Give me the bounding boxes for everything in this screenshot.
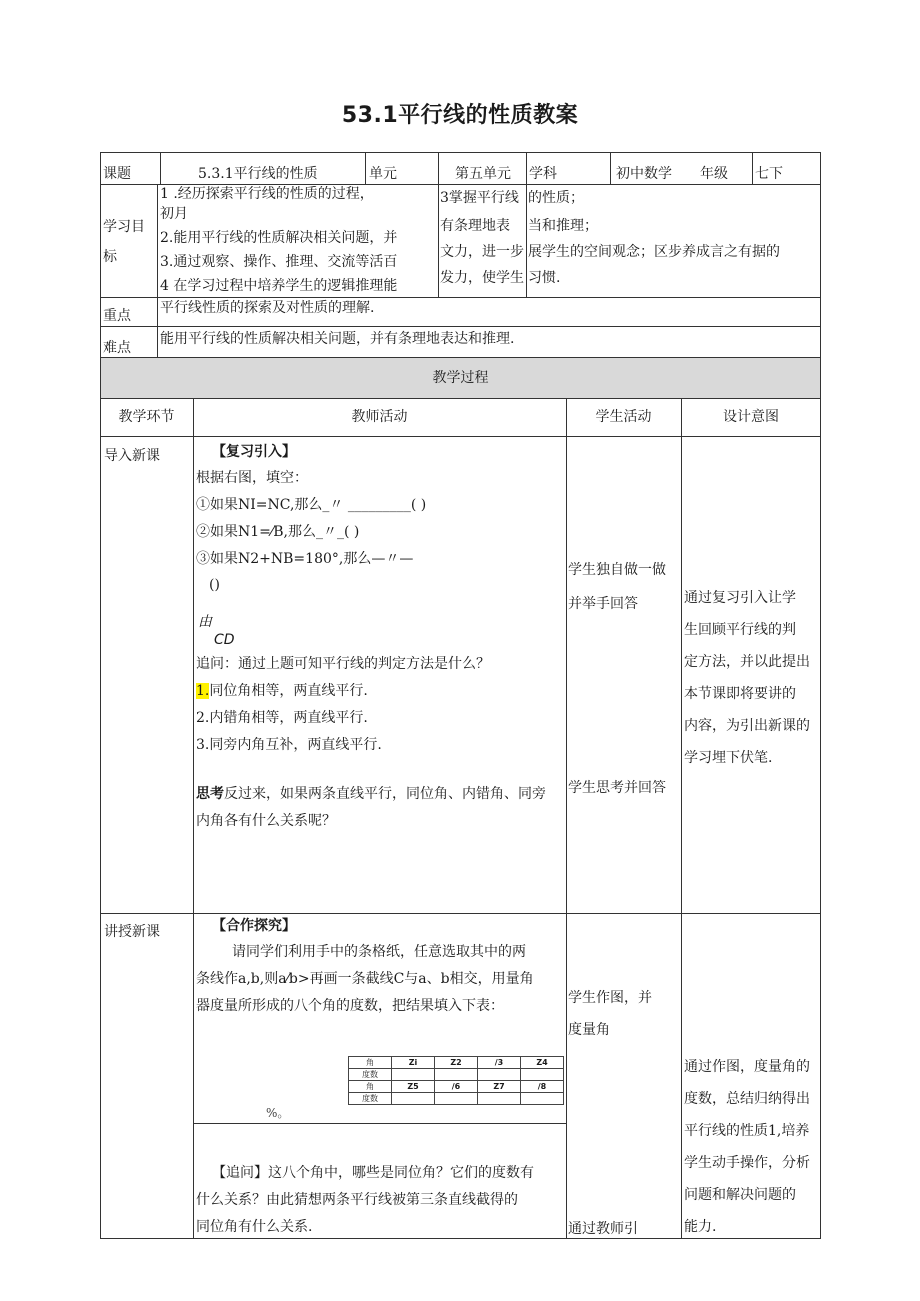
difficulty-text: 能用平行线的性质解决相关问题，并有条理地表达和推理. [160, 331, 515, 347]
col-header-design: 设计意图 [723, 409, 779, 425]
grade-value: 七下 [755, 166, 783, 182]
intro-think: 思考反过来，如果两条直线平行，同位角、内错角、同旁 [196, 786, 546, 802]
key-point-label: 重点 [103, 308, 131, 324]
explore-heading: 【合作探究】 [212, 918, 296, 934]
objective-line: 习惯. [528, 270, 561, 286]
table-cell: 度数 [349, 1093, 392, 1105]
explore-followup: 【追问】这八个角中，哪些是同位角？它们的度数有 [212, 1165, 534, 1181]
intro-design: 内容，为引出新课的 [684, 718, 810, 734]
objective-line: 3.通过观察、操作、推理、交流等活百 [160, 254, 398, 270]
stage-explore: 讲授新课 [104, 924, 160, 940]
section-header: 教学过程 [432, 370, 489, 386]
col-header-teacher: 教师活动 [351, 409, 408, 425]
table-cell: /3 [478, 1057, 521, 1069]
table-cell [435, 1093, 478, 1105]
explore-line: 请同学们利用手中的条格纸，任意选取其中的两 [232, 944, 526, 960]
explore-student-activity: 度量角 [568, 1022, 610, 1038]
table-cell [392, 1069, 435, 1081]
intro-line: ①如果NI=NC,那么_〃 _________( ) [196, 497, 427, 513]
subject-label: 学科 [529, 166, 557, 182]
col-header-student: 学生活动 [595, 409, 652, 425]
course-value: 5.3.1平行线的性质 [198, 166, 318, 182]
explore-followup: 同位角有什么关系. [196, 1219, 313, 1235]
intro-student-activity: 并举手回答 [568, 596, 638, 612]
objective-line: 3掌握平行线 [440, 190, 519, 206]
key-point-text: 平行线性质的探索及对性质的理解. [160, 300, 375, 316]
intro-line: 根据右图，填空： [196, 470, 308, 486]
grade-label: 年级 [700, 166, 728, 182]
objective-line: 1 .经历探索平行线的性质的过程， [160, 186, 374, 202]
objectives-label: 学习目 [103, 219, 145, 235]
intro-design: 通过复习引入让学 [684, 590, 796, 606]
table-cell: Z5 [392, 1081, 435, 1093]
objective-line: 有条理地表 [440, 218, 510, 234]
intro-student-activity: 学生独自做一做 [568, 562, 666, 578]
intro-answer: 2.内错角相等，两直线平行. [196, 710, 368, 726]
answer-number-highlight: 1. [196, 683, 210, 699]
intro-design: 本节课即将要讲的 [684, 686, 796, 702]
objective-line: 4 在学习过程中培养学生的逻辑推理能 [160, 278, 398, 294]
explore-design: 通过作图，度量角的 [684, 1059, 810, 1075]
table-cell: /6 [435, 1081, 478, 1093]
intro-line: ②如果N1=⁄B,那么_〃_( ) [196, 524, 360, 540]
table-cell: 角 [349, 1081, 392, 1093]
intro-line: () [209, 577, 220, 593]
intro-student-activity-2: 学生思考并回答 [568, 780, 666, 796]
explore-followup: 什么关系？由此猜想两条平行线被第三条直线截得的 [196, 1192, 518, 1208]
objectives-col2 [440, 190, 525, 296]
explore-student-activity-2: 通过教师引 [568, 1221, 638, 1237]
objective-line: 的性质； [528, 190, 584, 206]
objective-line: 2.能用平行线的性质解决相关问题，并 [160, 230, 398, 246]
explore-design: 问题和解决问题的 [684, 1187, 796, 1203]
course-label: 课题 [103, 166, 131, 182]
explore-line: 条线作a,b,则a⁄b>再画一条截线C与a、b相交，用量角 [196, 971, 534, 987]
unit-value: 第五单元 [455, 166, 511, 182]
objectives-label-2: 标 [103, 249, 117, 265]
table-cell [392, 1093, 435, 1105]
objective-line: 初月 [160, 206, 188, 222]
figure-mark: %。 [266, 1106, 290, 1120]
col-header-stage: 教学环节 [118, 409, 175, 425]
table-cell [478, 1093, 521, 1105]
table-cell [478, 1069, 521, 1081]
table-cell: /8 [521, 1081, 564, 1093]
intro-answer: 1.同位角相等，两直线平行. [196, 683, 368, 699]
stage-intro: 导入新课 [104, 448, 160, 464]
document-title: 53.1平行线的性质教案 [341, 103, 579, 128]
objective-line: 当和推理； [528, 218, 598, 234]
explore-line: 器度量所形成的八个角的度数，把结果填入下表： [196, 998, 504, 1014]
table-cell [521, 1093, 564, 1105]
table-cell: Zi [392, 1057, 435, 1069]
intro-design: 学习埋下伏笔. [684, 750, 773, 766]
intro-heading: 【复习引入】 [212, 444, 296, 460]
objectives-col1 [160, 186, 436, 296]
intro-answer: 3.同旁内角互补，两直线平行. [196, 737, 382, 753]
intro-line: ③如果N2+NB=180°,那么—〃— [196, 551, 414, 567]
intro-figure-label: 由 [198, 614, 212, 630]
explore-design: 平行线的性质1,培养 [684, 1123, 810, 1139]
explore-design: 学生动手操作，分析 [684, 1155, 810, 1171]
intro-think-2: 内角各有什么关系呢？ [196, 813, 336, 829]
explore-design: 度数，总结归纳得出 [684, 1091, 810, 1107]
objective-line: 发力，使学生 [440, 270, 524, 286]
explore-student-activity: 学生作图，并 [568, 990, 652, 1006]
table-cell [521, 1069, 564, 1081]
table-cell: Z2 [435, 1057, 478, 1069]
intro-design: 生回顾平行线的判 [684, 622, 796, 638]
difficulty-label: 难点 [103, 340, 131, 356]
intro-design: 定方法，并以此提出 [684, 654, 810, 670]
angle-measure-table [348, 1056, 564, 1105]
table-cell: 度数 [349, 1069, 392, 1081]
objective-line: 展学生的空间观念；区步养成言之有据的 [528, 244, 780, 260]
objectives-col3 [528, 190, 820, 296]
table-cell: Z7 [478, 1081, 521, 1093]
intro-figure-label-cd: CD [214, 632, 235, 648]
table-cell: 角 [349, 1057, 392, 1069]
unit-label: 单元 [369, 166, 397, 182]
table-cell: Z4 [521, 1057, 564, 1069]
intro-question: 追问：通过上题可知平行线的判定方法是什么？ [196, 656, 490, 672]
objective-line: 文力，进一步 [440, 244, 524, 260]
table-cell [435, 1069, 478, 1081]
explore-design: 能力. [684, 1219, 717, 1235]
subject-value: 初中数学 [616, 166, 672, 182]
